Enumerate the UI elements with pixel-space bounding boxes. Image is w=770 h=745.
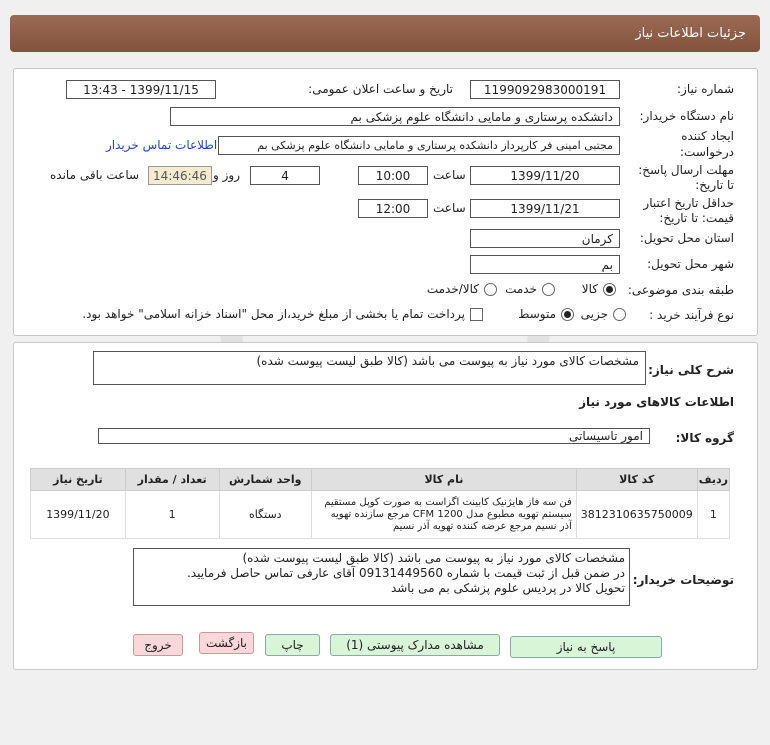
creator-field: مجتبی امینی فر کارپرداز دانشکده پرستاری و مامایی دانشگاه علوم پزشکی بم <box>218 136 620 155</box>
validity-label-1: حداقل تاریخ اعتبار <box>643 196 734 210</box>
need-number-label: شماره نیاز: <box>677 82 734 96</box>
days-label: روز و <box>213 168 240 182</box>
buyer-label: نام دستگاه خریدار: <box>639 109 734 123</box>
col-date-header: تاریخ نیاز <box>31 469 126 491</box>
col-unit-header: واحد شمارش <box>219 469 311 491</box>
view-attachments-button[interactable]: مشاهده مدارک پیوستی (1) <box>330 634 500 656</box>
validity-time-field: 12:00 <box>358 199 428 218</box>
process-option-minor[interactable]: جزیی <box>581 307 626 321</box>
buyer-notes-label: توضیحات خریدار: <box>632 573 734 587</box>
treasury-payment-option[interactable]: پرداخت تمام یا بخشی از مبلغ خرید،از محل "اسناد خزانه اسلامی" خواهد بود. <box>82 307 483 321</box>
buyer-contact-link[interactable]: اطلاعات تماس خریدار <box>106 138 218 152</box>
city-field: بم <box>470 255 620 274</box>
page-header <box>10 15 760 52</box>
announce-field: 1399/11/15 - 13:43 <box>66 80 216 99</box>
goods-group-field: امور تاسیساتی <box>98 428 650 444</box>
cell-unit: دستگاه <box>219 491 311 539</box>
goods-group-label: گروه کالا: <box>675 431 734 445</box>
province-label: استان محل تحویل: <box>639 231 734 245</box>
cell-code: 3812310635750009 <box>576 491 697 539</box>
category-option-both[interactable]: کالا/خدمت <box>427 282 497 296</box>
treasury-payment-checkbox[interactable] <box>470 308 483 321</box>
cell-date: 1399/11/20 <box>31 491 126 539</box>
back-button[interactable]: بازگشت <box>199 632 254 654</box>
buyer-note-line: تحویل کالا در پردیس علوم پزشکی بم می باشد <box>390 581 625 595</box>
summary-field: مشخصات کالای مورد نیاز به پیوست می باشد (کالا طبق لیست پیوست شده) <box>93 351 646 385</box>
validity-time-label: ساعت <box>433 201 466 215</box>
col-index-header: ردیف <box>697 469 729 491</box>
process-medium-radio[interactable] <box>561 308 574 321</box>
goods-info-title: اطلاعات کالاهای مورد نیاز <box>579 395 734 409</box>
page-title: جزئیات اطلاعات نیاز <box>635 26 746 41</box>
announce-label: تاریخ و ساعت اعلان عمومی: <box>308 82 453 96</box>
buyer-field: دانشکده پرستاری و مامایی دانشگاه علوم پزشکی بم <box>170 107 620 126</box>
province-field: کرمان <box>470 229 620 248</box>
time-remaining-field: 14:46:46 <box>148 166 212 185</box>
col-code-header: کد کالا <box>576 469 697 491</box>
deadline-time-field: 10:00 <box>358 166 428 185</box>
deadline-date-field: 1399/11/20 <box>470 166 620 185</box>
table-row <box>31 491 730 539</box>
process-minor-radio[interactable] <box>613 308 626 321</box>
summary-label: شرح کلی نیاز: <box>648 363 734 377</box>
need-number-field: 1199092983000191 <box>470 80 620 99</box>
exit-button[interactable]: خروج <box>133 634 183 656</box>
category-label: طبقه بندی موضوعی: <box>627 283 734 297</box>
reply-button[interactable]: پاسخ به نیاز <box>510 636 662 658</box>
validity-label-2: قیمت: تا تاریخ: <box>659 211 734 225</box>
category-option-goods[interactable]: کالا <box>582 282 616 296</box>
buyer-note-line: مشخصات کالای مورد نیاز به پیوست می باشد (کالا طبق لیست پیوست شده) <box>242 551 625 565</box>
creator-label-2: درخواست: <box>680 145 734 159</box>
process-label: نوع فرآیند خرید : <box>649 308 734 322</box>
process-option-medium[interactable]: متوسط <box>518 307 574 321</box>
deadline-label-2: تا تاریخ: <box>695 178 734 192</box>
buyer-notes-field <box>133 548 630 606</box>
buyer-note-line: در ضمن قبل از ثبت قیمت با شماره 09131449560 آقای عارفی تماس حاصل فرمایید. <box>186 566 625 580</box>
cell-index: 1 <box>697 491 729 539</box>
category-both-radio[interactable] <box>484 283 497 296</box>
validity-date-field: 1399/11/21 <box>470 199 620 218</box>
time-remaining-label: ساعت باقی مانده <box>50 168 140 182</box>
cell-qty: 1 <box>125 491 219 539</box>
items-table <box>30 468 730 539</box>
print-button[interactable]: چاپ <box>265 634 320 656</box>
col-qty-header: تعداد / مقدار <box>125 469 219 491</box>
days-remaining-field: 4 <box>250 166 320 185</box>
category-service-radio[interactable] <box>542 283 555 296</box>
category-goods-radio[interactable] <box>603 283 616 296</box>
deadline-label-1: مهلت ارسال پاسخ: <box>638 163 734 177</box>
cell-name: فن سه فاز هایژنیک کابینت اگزاست به صورت کوپل مستقیم سیستم تهویه مطبوع مدل CFM 1200 مرجع سازنده تهویه آذر نسیم مرجع عرضه کننده تهویه آذر نسیم <box>312 491 577 539</box>
col-name-header: نام کالا <box>312 469 577 491</box>
items-table-wrap <box>30 468 730 539</box>
city-label: شهر محل تحویل: <box>647 257 734 271</box>
category-option-service[interactable]: خدمت <box>505 282 555 296</box>
table-header-row <box>31 469 730 491</box>
deadline-time-label: ساعت <box>433 168 466 182</box>
creator-label-1: ایجاد کننده <box>681 129 734 143</box>
